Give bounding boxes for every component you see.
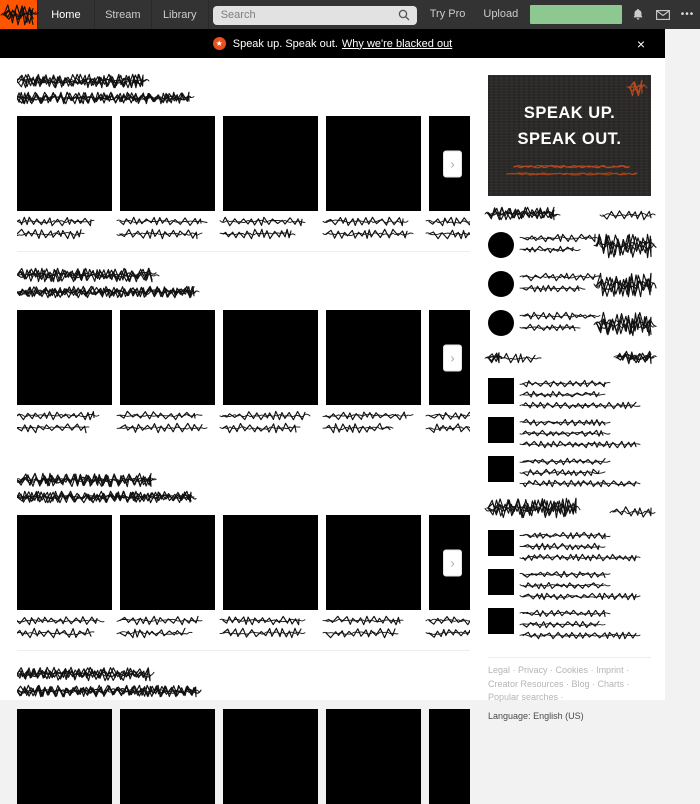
language-label: Language: (488, 710, 531, 721)
nav-item-library[interactable]: Library (151, 0, 208, 29)
banner-close-icon[interactable]: × (636, 35, 645, 52)
notifications-bell-icon[interactable] (625, 0, 650, 29)
redacted-tile-title[interactable] (120, 217, 215, 226)
right-sidebar (488, 58, 651, 721)
star-badge-icon: ★ (213, 37, 226, 50)
redacted-section-subtitle (17, 286, 470, 298)
redacted-artwork-tile[interactable] (326, 116, 421, 211)
track-row (488, 417, 651, 448)
redacted-module-title (488, 498, 576, 518)
redacted-artwork-tile[interactable] (326, 515, 421, 610)
redacted-tile-artist[interactable] (326, 423, 421, 433)
search-input[interactable] (213, 6, 417, 25)
tile-caption[interactable] (120, 616, 215, 638)
redacted-tile-title[interactable] (429, 217, 470, 226)
redacted-follow-label (597, 312, 651, 336)
redacted-section-subtitle (17, 685, 470, 697)
section-header (17, 252, 470, 298)
banner-why-link[interactable]: Why we're blacked out (341, 37, 453, 50)
module-footer (488, 351, 651, 364)
soundcloud-logo[interactable] (0, 0, 37, 29)
language-value[interactable]: English (US) (533, 710, 584, 721)
footer-link[interactable]: Charts (597, 678, 625, 689)
redacted-track-artist[interactable] (523, 469, 636, 476)
redacted-track-artist[interactable] (523, 543, 636, 550)
redacted-tile-title[interactable] (326, 411, 421, 420)
footer-link[interactable]: Legal (488, 665, 511, 675)
speak-up-promo-image[interactable] (488, 75, 651, 196)
redacted-view-all-link[interactable] (504, 353, 535, 363)
redacted-section-title[interactable] (17, 268, 470, 282)
redacted-track-title[interactable] (523, 380, 636, 387)
artist-meta (523, 310, 595, 331)
redacted-section-title[interactable] (17, 74, 470, 88)
promo-corner-mark (630, 79, 642, 96)
more-options-ellipsis-icon[interactable]: ••• (680, 9, 695, 20)
upload-button[interactable]: Upload (483, 8, 519, 20)
footer-link[interactable]: Privacy (518, 665, 548, 675)
blackout-banner (0, 29, 665, 58)
footer-link[interactable]: Blog (571, 678, 590, 689)
redacted-module-title (488, 207, 554, 220)
redacted-follow-label (597, 273, 651, 297)
redacted-track-title[interactable] (523, 610, 636, 617)
redacted-track-stats (523, 593, 636, 600)
masked-profile-chip[interactable] (530, 5, 622, 24)
redacted-artist-followers (523, 246, 595, 253)
nav-item-home[interactable]: Home (37, 0, 94, 29)
logo-redaction-scribble (4, 4, 33, 25)
redacted-artwork-tile[interactable] (17, 709, 112, 804)
redacted-tile-artist[interactable] (429, 628, 470, 638)
redacted-follow-label (597, 234, 651, 258)
tile-caption[interactable] (429, 616, 470, 638)
tile-captions-row (17, 411, 470, 433)
tile-carousel (17, 116, 470, 211)
tile-captions-row (17, 616, 470, 638)
redacted-tile-artist[interactable] (326, 229, 421, 239)
content-section-2 (17, 252, 470, 433)
redacted-tile-title[interactable] (223, 616, 318, 625)
redacted-artwork-tile[interactable] (326, 310, 421, 405)
redacted-artwork-tile[interactable] (429, 709, 470, 804)
redacted-artwork-tile[interactable] (17, 116, 112, 211)
carousel-next-button[interactable]: › (443, 549, 462, 576)
redacted-module-link[interactable] (613, 506, 651, 518)
top-navbar (0, 0, 700, 29)
redacted-track-artist[interactable] (523, 582, 636, 589)
nav-item-stream[interactable]: Stream (94, 0, 151, 29)
tile-caption[interactable] (120, 217, 215, 239)
footer-link[interactable]: Popular searches (488, 692, 559, 702)
redacted-section-subtitle (17, 92, 470, 104)
redacted-tile-artist[interactable] (223, 628, 318, 638)
track-thumbnail[interactable] (488, 417, 514, 443)
follow-button[interactable] (597, 232, 651, 263)
track-thumbnail[interactable] (488, 456, 514, 482)
track-row (488, 530, 651, 561)
tile-caption[interactable] (326, 217, 421, 239)
track-thumbnail[interactable] (488, 530, 514, 556)
track-thumbnail[interactable] (488, 569, 514, 595)
redacted-tile-artist[interactable] (17, 628, 112, 638)
redacted-track-stats (523, 554, 636, 561)
content-section-1 (17, 58, 470, 239)
artist-meta (523, 271, 595, 292)
tile-caption[interactable] (223, 217, 318, 239)
content-section-3 (17, 445, 470, 638)
redacted-tile-title[interactable] (429, 616, 470, 625)
redacted-tile-title[interactable] (17, 411, 112, 420)
redacted-tile-artist[interactable] (120, 628, 215, 638)
follow-button[interactable] (597, 271, 651, 302)
carousel-next-button[interactable]: › (443, 344, 462, 371)
footer-link[interactable]: Creator Resources (488, 678, 564, 689)
track-row (488, 569, 651, 600)
redacted-tile-title[interactable] (17, 217, 112, 226)
redacted-artwork-tile[interactable] (120, 310, 215, 405)
redacted-track-artist[interactable] (523, 430, 636, 437)
try-pro-button[interactable]: Try Pro (429, 8, 466, 20)
track-row (488, 608, 651, 639)
redacted-track-title[interactable] (523, 532, 636, 539)
tile-caption[interactable] (326, 411, 421, 433)
page-content (0, 58, 665, 721)
redacted-artwork-tile[interactable] (120, 709, 215, 804)
redacted-tile-title[interactable] (120, 616, 215, 625)
redacted-artwork-tile[interactable] (326, 709, 421, 804)
redacted-artist-name[interactable] (523, 273, 595, 281)
banner-message: Speak up. Speak out. (232, 37, 338, 50)
redacted-artwork-tile[interactable] (120, 515, 215, 610)
section-header (17, 58, 470, 104)
redacted-track-stats (523, 441, 636, 448)
track-meta (523, 378, 636, 409)
tile-carousel (17, 709, 470, 804)
redacted-track-stats (523, 402, 636, 409)
redacted-track-title[interactable] (523, 419, 636, 426)
footer-link[interactable]: Imprint (596, 665, 624, 675)
redacted-tile-artist[interactable] (120, 229, 215, 239)
redacted-artist-name[interactable] (523, 234, 595, 242)
redacted-module-link[interactable] (603, 210, 651, 220)
tile-caption[interactable] (326, 616, 421, 638)
carousel-next-button[interactable]: › (443, 150, 462, 177)
main-column (17, 58, 470, 804)
redacted-artist-followers (523, 324, 595, 331)
module-header (488, 498, 651, 518)
avatar[interactable] (488, 310, 514, 336)
redacted-tile-artist[interactable] (120, 423, 215, 433)
redacted-footer-link[interactable] (617, 351, 651, 364)
redacted-tile-artist[interactable] (429, 423, 470, 433)
redacted-tile-title[interactable] (17, 616, 112, 625)
tile-caption[interactable] (429, 411, 470, 433)
redacted-tile-title[interactable] (429, 411, 470, 420)
redacted-track-stats (523, 632, 636, 639)
redacted-artwork-tile[interactable] (223, 116, 318, 211)
redacted-artwork-tile[interactable] (223, 310, 318, 405)
redacted-tile-artist[interactable] (326, 628, 421, 638)
redacted-track-artist[interactable] (523, 621, 636, 628)
tile-carousel (17, 515, 470, 610)
redacted-tile-artist[interactable] (17, 229, 112, 239)
avatar[interactable] (488, 232, 514, 258)
tile-caption[interactable] (17, 411, 112, 433)
tile-caption[interactable] (120, 411, 215, 433)
track-meta (523, 608, 636, 639)
promo-orange-underline (507, 172, 633, 176)
track-thumbnail[interactable] (488, 378, 514, 404)
redacted-tile-artist[interactable] (429, 229, 470, 239)
artists-to-follow-module (488, 207, 651, 364)
follow-button[interactable] (597, 310, 651, 341)
redacted-tile-title[interactable] (326, 217, 421, 226)
redacted-section-title[interactable] (17, 473, 470, 487)
redacted-tile-title[interactable] (120, 411, 215, 420)
track-row (488, 378, 651, 409)
redacted-artist-name[interactable] (523, 312, 595, 320)
search-icon[interactable] (398, 8, 410, 26)
section-header (17, 651, 470, 697)
content-section-4 (17, 651, 470, 804)
track-meta (523, 417, 636, 448)
track-meta (523, 569, 636, 600)
tile-caption[interactable] (223, 411, 318, 433)
redacted-artwork-tile[interactable] (17, 515, 112, 610)
redacted-section-title[interactable] (17, 667, 470, 681)
redacted-tile-title[interactable] (326, 616, 421, 625)
redacted-track-title[interactable] (523, 458, 636, 465)
promo-orange-underline (514, 164, 626, 169)
track-meta (523, 456, 636, 487)
redacted-artist-followers (523, 285, 595, 292)
promo-text: SPEAK UP. SPEAK OUT. (517, 104, 622, 148)
redacted-track-title[interactable] (523, 571, 636, 578)
redacted-tile-artist[interactable] (17, 423, 112, 433)
tile-caption[interactable] (223, 616, 318, 638)
footer-link[interactable]: Cookies (555, 665, 589, 675)
track-thumbnail[interactable] (488, 608, 514, 634)
avatar[interactable] (488, 271, 514, 297)
track-meta (523, 530, 636, 561)
search-area (208, 0, 421, 29)
redacted-tile-artist[interactable] (223, 423, 318, 433)
module-header (488, 207, 651, 220)
messages-envelope-icon[interactable] (650, 0, 675, 29)
tile-caption[interactable] (17, 217, 112, 239)
artist-row (488, 232, 651, 263)
redacted-tile-artist[interactable] (223, 229, 318, 239)
redacted-tile-title[interactable] (223, 411, 318, 420)
tile-carousel (17, 310, 470, 405)
track-row (488, 456, 651, 487)
language-setting (488, 711, 651, 721)
redacted-track-stats (523, 480, 636, 487)
tile-caption[interactable] (429, 217, 470, 239)
redacted-track-artist[interactable] (523, 391, 636, 398)
artist-row (488, 271, 651, 302)
redacted-artwork-tile[interactable] (223, 515, 318, 610)
redacted-section-subtitle (17, 491, 470, 503)
redacted-icon (488, 352, 499, 363)
redacted-artwork-tile[interactable] (17, 310, 112, 405)
likes-module (488, 498, 651, 639)
section-header (17, 445, 470, 503)
footer-links: Legal · Privacy · Cookies · Imprint · Creator Resources · Blog · Charts · Popular searches · (488, 665, 630, 702)
listening-history-module (488, 378, 651, 487)
tile-captions-row (17, 217, 470, 239)
sidebar-footer-divider (488, 657, 651, 658)
redacted-artwork-tile[interactable] (120, 116, 215, 211)
redacted-artwork-tile[interactable] (223, 709, 318, 804)
artist-row (488, 310, 651, 341)
artist-meta (523, 232, 595, 253)
redacted-tile-title[interactable] (223, 217, 318, 226)
tile-caption[interactable] (17, 616, 112, 638)
